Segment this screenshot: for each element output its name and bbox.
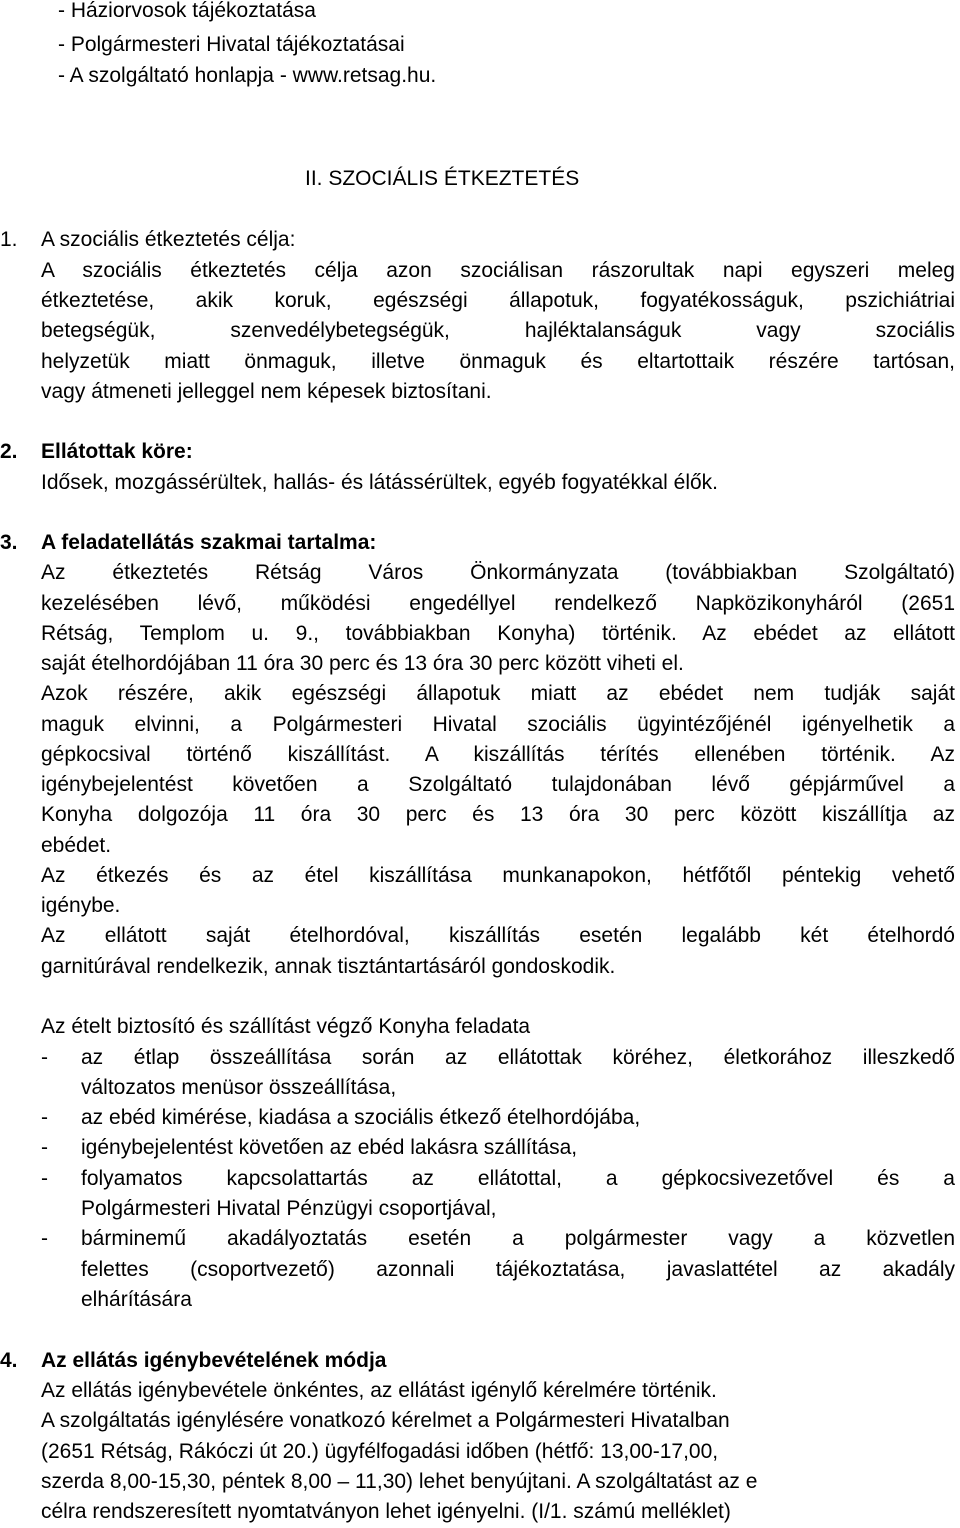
list-item: felettes (csoportvezető) azonnali tájékoztatása, javaslattétel az akadály (81, 1258, 955, 1281)
paragraph-line: igénybejelentést követően a Szolgáltató tulajdonában lévő gépjárművel a (41, 773, 955, 796)
section-number: 4. (0, 1349, 18, 1372)
paragraph-line: Azok részére, akik egészségi állapotuk miatt az ebédet nem tudják saját (41, 682, 955, 705)
list-item: Polgármesteri Hivatal Pénzügyi csoportjával, (81, 1197, 497, 1220)
list-item: - Háziorvosok tájékoztatása (58, 0, 316, 22)
paragraph-line: maguk elvinni, a Polgármesteri Hivatal szociális ügyintézőjénél igényelhetik a (41, 713, 955, 736)
section-heading: Az ellátás igénybevételének módja (41, 1349, 387, 1372)
section-heading: A szociális étkeztetés célja: (41, 228, 296, 251)
paragraph-line: Az étkezés és az étel kiszállítása munkanapokon, hétfőtől péntekig vehető (41, 864, 955, 887)
list-item: változatos menüsor összeállítása, (81, 1076, 397, 1099)
paragraph-line: Idősek, mozgássérültek, hallás- és látássérültek, egyéb fogyatékkal élők. (41, 471, 719, 494)
list-item: elhárítására (81, 1288, 192, 1311)
paragraph-line: kezelésében lévő, működési engedéllyel rendelkező Napközikonyháról (2651 (41, 592, 955, 615)
paragraph-line: helyzetük miatt önmaguk, illetve önmaguk és eltartottaik részére tartósan, (41, 350, 955, 373)
paragraph-line: saját ételhordójában 11 óra 30 perc és 13 óra 30 perc között viheti el. (41, 652, 684, 675)
list-dash: - (41, 1167, 48, 1190)
list-dash: - (41, 1136, 48, 1159)
paragraph-line: étkeztetése, akik koruk, egészségi állapotuk, fogyatékosságuk, pszichiátriai (41, 289, 955, 312)
paragraph-line: Rétság, Templom u. 9., továbbiakban Konyha) történik. Az ebédet az ellátott (41, 622, 955, 645)
section-heading: Ellátottak köre: (41, 440, 193, 463)
list-item: - A szolgáltató honlapja - www.retsag.hu. (58, 64, 437, 87)
paragraph-line: (2651 Rétság, Rákóczi út 20.) ügyfélfogadási időben (hétfő: 13,00-17,00, (41, 1440, 719, 1463)
paragraph-line: garnitúrával rendelkezik, annak tisztántartásáról gondoskodik. (41, 955, 616, 978)
paragraph-line: Az ellátott saját ételhordóval, kiszállítás esetén legalább két ételhordó (41, 924, 955, 947)
paragraph-line: célra rendszeresített nyomtatványon lehet igényelni. (I/1. számú melléklet) (41, 1500, 731, 1523)
list-item: igénybejelentést követően az ebéd lakásra szállítása, (81, 1136, 578, 1159)
paragraph-line: vagy átmeneti jelleggel nem képesek biztosítani. (41, 380, 492, 403)
list-item: folyamatos kapcsolattartás az ellátottal, a gépkocsivezetővel és a (81, 1167, 955, 1190)
list-item: az ebéd kimérése, kiadása a szociális étkező ételhordójába, (81, 1106, 641, 1129)
paragraph-line: betegségük, szenvedélybetegségük, hajléktalanságuk vagy szociális (41, 319, 955, 342)
list-dash: - (41, 1106, 48, 1129)
section-title: II. SZOCIÁLIS ÉTKEZTETÉS (305, 167, 580, 190)
paragraph-line: Az ellátás igénybevétele önkéntes, az ellátást igénylő kérelmére történik. (41, 1379, 717, 1402)
section-number: 2. (0, 440, 18, 463)
paragraph-line: A szociális étkeztetés célja azon szociálisan rászorultak napi egyszeri meleg (41, 259, 955, 282)
paragraph-line: Az étkeztetés Rétság Város Önkormányzata (továbbiakban Szolgáltató) (41, 561, 955, 584)
paragraph-line: Konyha dolgozója 11 óra 30 perc és 13 óra 30 perc között kiszállítja az (41, 803, 955, 826)
paragraph-line: igénybe. (41, 894, 121, 917)
section-number: 1. (0, 228, 18, 251)
section-number: 3. (0, 531, 18, 554)
list-item: - Polgármesteri Hivatal tájékoztatásai (58, 33, 405, 56)
tasks-intro: Az ételt biztosító és szállítást végző Konyha feladata (41, 1015, 531, 1038)
list-dash: - (41, 1227, 48, 1250)
list-item: az étlap összeállítása során az ellátottak köréhez, életkorához illeszkedő (81, 1046, 955, 1069)
paragraph-line: A szolgáltatás igénylésére vonatkozó kérelmet a Polgármesteri Hivatalban (41, 1409, 730, 1432)
list-item: bárminemű akadályoztatás esetén a polgármester vagy a közvetlen (81, 1227, 955, 1250)
paragraph-line: gépkocsival történő kiszállítást. A kiszállítás térítés ellenében történik. Az (41, 743, 955, 766)
paragraph-line: szerda 8,00-15,30, péntek 8,00 – 11,30) lehet benyújtani. A szolgáltatást az e (41, 1470, 758, 1493)
section-heading: A feladatellátás szakmai tartalma: (41, 531, 377, 554)
paragraph-line: ebédet. (41, 834, 112, 857)
list-dash: - (41, 1046, 48, 1069)
